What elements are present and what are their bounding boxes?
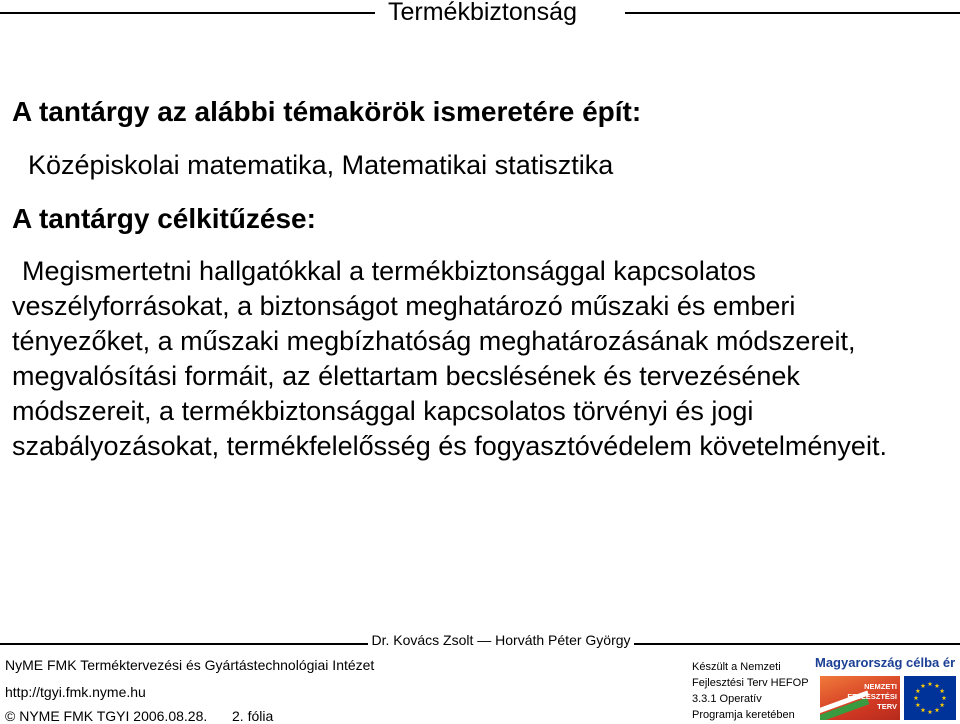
nft-logo-line: TERV <box>877 702 897 711</box>
funding-note-line: Fejlesztési Terv HEFOP <box>692 677 809 689</box>
prerequisites-heading: A tantárgy az alábbi témakörök ismeretére épít: <box>12 96 642 127</box>
funding-note-line: 3.3.1 Operatív <box>692 693 762 705</box>
institute-name: NyME FMK Terméktervezési és Gyártástechnológiai Intézet <box>5 657 375 673</box>
header-rule-left <box>0 12 375 14</box>
nft-logo-text <box>847 682 897 712</box>
logo-slogan: Magyarország célba ér <box>815 655 956 670</box>
objective-heading: A tantárgy célkitűzése: <box>12 203 316 234</box>
funding-note-line: Készült a Nemzeti <box>692 661 781 673</box>
objective-line: megvalósítási formáit, az élettartam becslésének és tervezésének <box>12 361 800 391</box>
slide-number: 2. fólia <box>232 708 274 724</box>
objective-line: módszereit, a termékbiztonsággal kapcsolatos törvényi és jogi <box>12 396 754 426</box>
copyright: © NYME FMK TGYI 2006.08.28. <box>5 708 208 724</box>
funding-note-line: Programja keretében <box>692 709 795 721</box>
objective-line: szabályozásokat, termékfelelősség és fogyasztóvédelem követelményeit. <box>12 431 887 461</box>
eu-flag-icon <box>904 676 956 720</box>
objective-paragraph <box>12 254 887 464</box>
nft-logo <box>820 676 900 720</box>
slide-title: Termékbiztonság <box>388 0 577 26</box>
authors: Dr. Kovács Zsolt — Horváth Péter György <box>368 632 633 648</box>
objective-line: veszélyforrásokat, a biztonságot meghatározó műszaki és emberi <box>12 291 796 321</box>
prerequisites-text: Középiskolai matematika, Matematikai statisztika <box>28 150 614 180</box>
header-rule-right <box>625 12 960 14</box>
objective-line: tényezőket, a műszaki megbízhatóság meghatározásának módszereit, <box>12 326 856 356</box>
nft-logo-line: FEJLESZTÉSI <box>847 692 897 701</box>
authors-line <box>364 632 638 648</box>
nft-logo-line: NEMZETI <box>864 682 897 691</box>
institute-url: http://tgyi.fmk.nyme.hu <box>5 684 146 700</box>
funding-note <box>692 659 809 723</box>
objective-line: Megismertetni hallgatókkal a termékbiztonsággal kapcsolatos <box>22 256 756 286</box>
